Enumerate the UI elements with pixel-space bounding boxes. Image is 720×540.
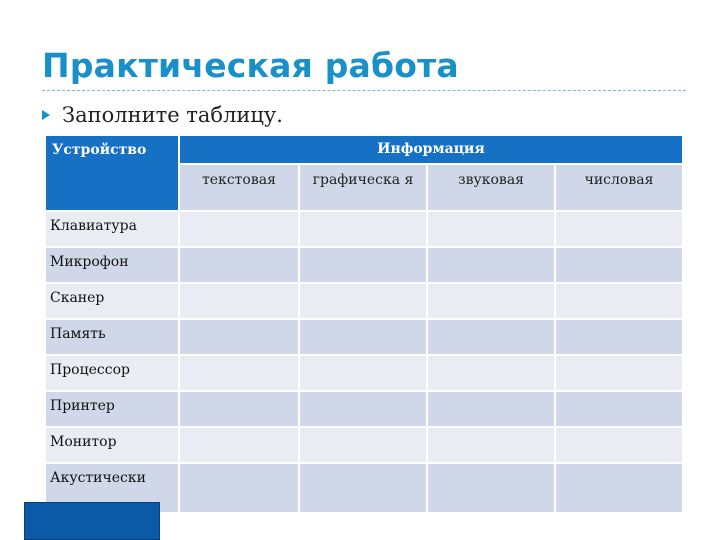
table-cell[interactable] — [556, 284, 682, 318]
table-cell[interactable] — [180, 464, 298, 512]
table-cell[interactable] — [300, 212, 426, 246]
table-cell[interactable] — [428, 356, 554, 390]
table-cell[interactable] — [300, 284, 426, 318]
table-row — [46, 284, 682, 318]
table-cell[interactable] — [300, 428, 426, 462]
row-label: Сканер — [46, 284, 178, 318]
table-cell[interactable] — [180, 284, 298, 318]
table-cell[interactable] — [180, 392, 298, 426]
table-cell[interactable] — [300, 356, 426, 390]
bullet-arrow-icon — [42, 110, 50, 120]
table-cell[interactable] — [556, 392, 682, 426]
row-label: Принтер — [46, 392, 178, 426]
table-row — [46, 212, 682, 246]
fill-in-table — [44, 134, 684, 514]
table-cell[interactable] — [556, 356, 682, 390]
slide-title: Практическая работа — [42, 46, 459, 85]
row-label: Процессор — [46, 356, 178, 390]
row-label: Клавиатура — [46, 212, 178, 246]
table-cell[interactable] — [556, 464, 682, 512]
bottom-left-block — [24, 502, 160, 540]
header-information: Информация — [180, 136, 682, 163]
table-cell[interactable] — [180, 356, 298, 390]
table-cell[interactable] — [180, 320, 298, 354]
table-cell[interactable] — [180, 428, 298, 462]
table-cell[interactable] — [428, 320, 554, 354]
table-cell[interactable] — [556, 212, 682, 246]
subheader-text: текстовая — [180, 165, 298, 210]
title-divider — [42, 90, 686, 91]
header-device: Устройство — [46, 136, 178, 210]
table-cell[interactable] — [556, 320, 682, 354]
table-cell[interactable] — [428, 464, 554, 512]
table-row — [46, 428, 682, 462]
subheader-sound: звуковая — [428, 165, 554, 210]
table-row — [46, 248, 682, 282]
table-cell[interactable] — [180, 248, 298, 282]
table-row — [46, 320, 682, 354]
row-label: Монитор — [46, 428, 178, 462]
table-cell[interactable] — [180, 212, 298, 246]
table-row — [46, 392, 682, 426]
bullet-item — [42, 103, 283, 127]
table-cell[interactable] — [300, 248, 426, 282]
table-cell[interactable] — [428, 212, 554, 246]
table-cell[interactable] — [300, 320, 426, 354]
bullet-text: Заполните таблицу. — [62, 103, 283, 127]
table-cell[interactable] — [428, 392, 554, 426]
table-cell[interactable] — [300, 392, 426, 426]
subheader-numeric: числовая — [556, 165, 682, 210]
table-cell[interactable] — [428, 284, 554, 318]
table-cell[interactable] — [556, 428, 682, 462]
table-row — [46, 356, 682, 390]
row-label: Акустически — [46, 464, 178, 512]
row-label: Микрофон — [46, 248, 178, 282]
table-cell[interactable] — [428, 248, 554, 282]
row-label: Память — [46, 320, 178, 354]
table-cell[interactable] — [428, 428, 554, 462]
table-cell[interactable] — [556, 248, 682, 282]
subheader-graphic: графическа я — [300, 165, 426, 210]
table-cell[interactable] — [300, 464, 426, 512]
